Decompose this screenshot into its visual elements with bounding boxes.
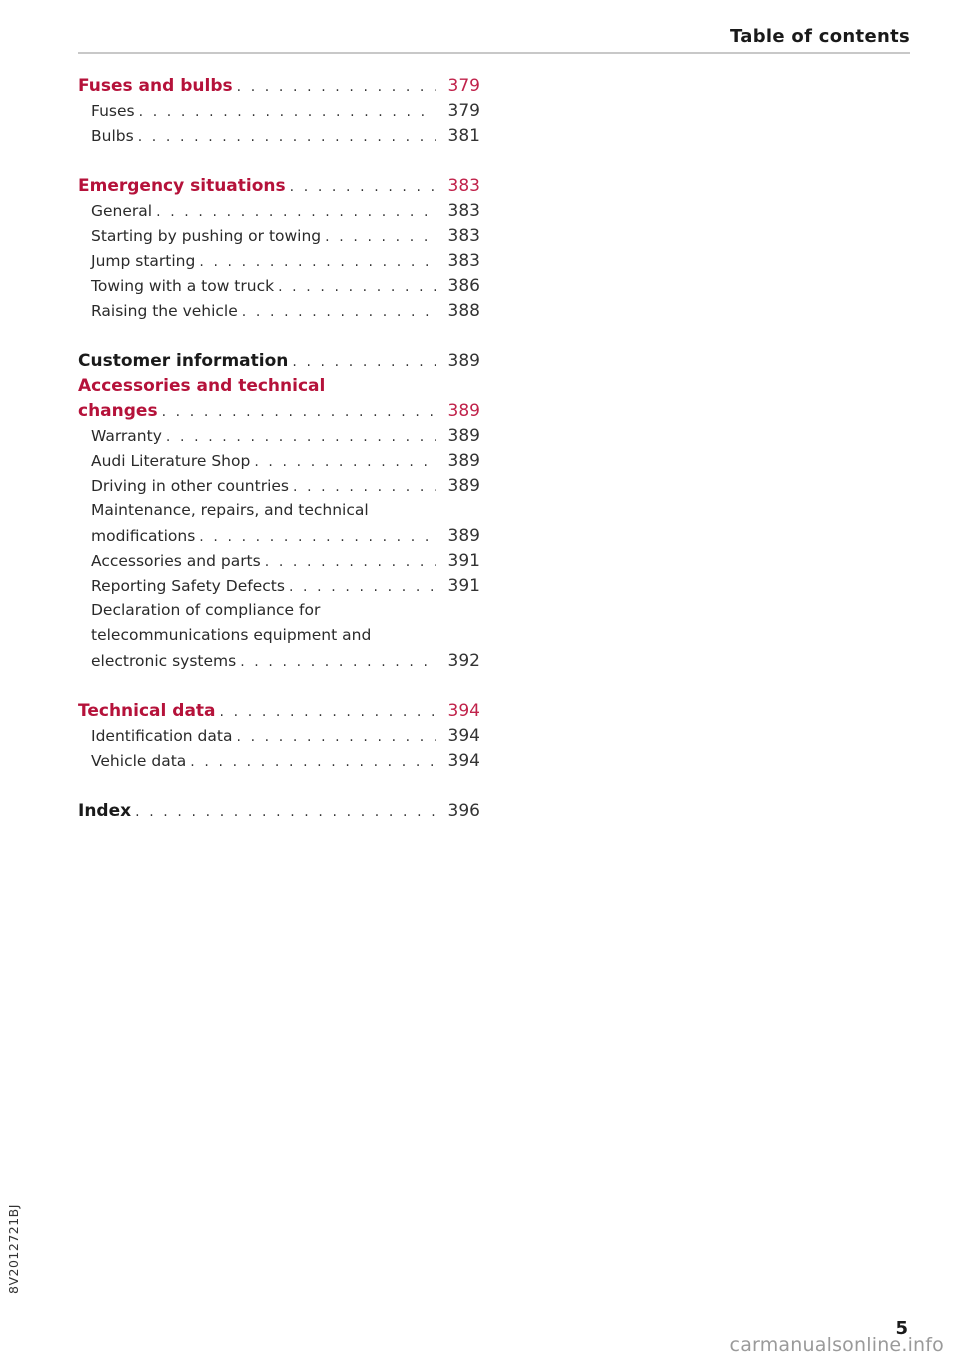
toc-entry-accessories-parts[interactable] xyxy=(78,551,480,576)
toc-page-number: 389 xyxy=(447,451,480,471)
toc-entry-declaration[interactable] xyxy=(78,651,480,676)
dot-leader xyxy=(199,529,436,545)
toc-entry-safety-defects[interactable] xyxy=(78,576,480,601)
toc-page-number: 389 xyxy=(447,526,480,546)
toc-page-number: 394 xyxy=(447,701,480,721)
toc-entry-label: Reporting Safety Defects xyxy=(91,577,285,595)
toc-page-number: 381 xyxy=(447,126,480,146)
toc-section-label: Index xyxy=(78,801,132,821)
toc-page-number: 394 xyxy=(447,726,480,746)
toc-entry-jump-starting[interactable] xyxy=(78,251,480,276)
spacer xyxy=(78,676,480,701)
toc-page-number: 379 xyxy=(447,76,480,96)
dot-leader xyxy=(199,254,436,270)
toc-entry-declaration-line2[interactable] xyxy=(78,626,480,651)
toc-entry-general[interactable] xyxy=(78,201,480,226)
watermark: carmanualsonline.info xyxy=(729,1334,944,1356)
toc-page-number: 379 xyxy=(447,101,480,121)
toc-section-fuses-and-bulbs[interactable] xyxy=(78,76,480,101)
toc-page-number: 389 xyxy=(447,351,480,371)
toc-entry-towing[interactable] xyxy=(78,276,480,301)
dot-leader xyxy=(242,304,436,320)
toc-entry-label: Bulbs xyxy=(91,127,134,145)
toc-page-number: 389 xyxy=(447,426,480,446)
spacer xyxy=(78,776,480,801)
toc-page-number: 383 xyxy=(447,176,480,196)
toc-entry-vehicle-data[interactable] xyxy=(78,751,480,776)
page-number: 5 xyxy=(895,1318,908,1339)
toc-section-index[interactable] xyxy=(78,801,480,826)
dot-leader xyxy=(138,129,436,145)
toc-entry-label: Jump starting xyxy=(91,252,196,270)
dot-leader xyxy=(236,729,436,745)
toc-entry-bulbs[interactable] xyxy=(78,126,480,151)
toc-section-label: Technical data xyxy=(78,701,216,721)
toc-entry-label: Identification data xyxy=(91,727,233,745)
dot-leader xyxy=(166,429,436,445)
dot-leader xyxy=(237,79,436,95)
toc-entry-label: Raising the vehicle xyxy=(91,302,238,320)
toc-entry-label: Fuses xyxy=(91,102,135,120)
toc-entry-driving-other-countries[interactable] xyxy=(78,476,480,501)
toc-entry-maintenance[interactable] xyxy=(78,526,480,551)
toc-entry-label: Accessories and parts xyxy=(91,552,261,570)
toc-entry-label: Vehicle data xyxy=(91,752,187,770)
toc-entry-raising-vehicle[interactable] xyxy=(78,301,480,326)
toc-entry-label: telecommunications equipment and xyxy=(91,626,372,644)
document-code: 8V2012721BJ xyxy=(6,1204,21,1294)
toc-page-number: 396 xyxy=(447,801,480,821)
dot-leader xyxy=(190,754,436,770)
dot-leader xyxy=(293,479,436,495)
toc-page-number: 389 xyxy=(447,401,480,421)
toc-page-number: 383 xyxy=(447,201,480,221)
dot-leader xyxy=(325,229,436,245)
toc-section-customer-information[interactable] xyxy=(78,351,480,376)
dot-leader xyxy=(265,554,436,570)
header-rule xyxy=(78,52,910,54)
dot-leader xyxy=(240,654,436,670)
toc-section-emergency-situations[interactable] xyxy=(78,176,480,201)
toc-entry-fuses[interactable] xyxy=(78,101,480,126)
toc-section-technical-data[interactable] xyxy=(78,701,480,726)
table-of-contents xyxy=(78,76,480,826)
dot-leader xyxy=(139,104,436,120)
toc-page-number: 383 xyxy=(447,251,480,271)
toc-entry-warranty[interactable] xyxy=(78,426,480,451)
toc-section-accessories-line1[interactable] xyxy=(78,376,480,401)
toc-entry-declaration-line1[interactable] xyxy=(78,601,480,626)
toc-entry-label: modifications xyxy=(91,527,196,545)
toc-entry-label: Maintenance, repairs, and technical xyxy=(91,501,369,519)
toc-entry-label: General xyxy=(91,202,153,220)
dot-leader xyxy=(254,454,436,470)
toc-page-number: 391 xyxy=(447,576,480,596)
dot-leader xyxy=(292,354,436,370)
toc-page-number: 391 xyxy=(447,551,480,571)
toc-entry-label: Audi Literature Shop xyxy=(91,452,251,470)
dot-leader xyxy=(156,204,436,220)
toc-entry-label: Warranty xyxy=(91,427,162,445)
page-title: Table of contents xyxy=(730,26,910,47)
toc-page-number: 388 xyxy=(447,301,480,321)
dot-leader xyxy=(278,279,436,295)
toc-page-number: 394 xyxy=(447,751,480,771)
spacer xyxy=(78,151,480,176)
toc-section-label: Customer information xyxy=(78,351,289,371)
dot-leader xyxy=(289,579,436,595)
dot-leader xyxy=(162,404,436,420)
dot-leader xyxy=(220,704,436,720)
toc-entry-label: Starting by pushing or towing xyxy=(91,227,322,245)
toc-page-number: 392 xyxy=(447,651,480,671)
toc-section-label: changes xyxy=(78,401,158,421)
toc-section-label: Fuses and bulbs xyxy=(78,76,233,96)
toc-entry-identification-data[interactable] xyxy=(78,726,480,751)
toc-entry-label: Towing with a tow truck xyxy=(91,277,275,295)
spacer xyxy=(78,326,480,351)
toc-section-label: Emergency situations xyxy=(78,176,286,196)
toc-entry-literature-shop[interactable] xyxy=(78,451,480,476)
dot-leader xyxy=(135,804,436,820)
toc-section-label: Accessories and technical xyxy=(78,376,326,396)
toc-entry-starting-by-pushing[interactable] xyxy=(78,226,480,251)
toc-section-accessories[interactable] xyxy=(78,401,480,426)
dot-leader xyxy=(290,179,436,195)
toc-page-number: 389 xyxy=(447,476,480,496)
toc-entry-maintenance-line1[interactable] xyxy=(78,501,480,526)
toc-page-number: 383 xyxy=(447,226,480,246)
toc-entry-label: Declaration of compliance for xyxy=(91,601,321,619)
toc-entry-label: electronic systems xyxy=(91,652,237,670)
toc-entry-label: Driving in other countries xyxy=(91,477,289,495)
toc-page-number: 386 xyxy=(447,276,480,296)
